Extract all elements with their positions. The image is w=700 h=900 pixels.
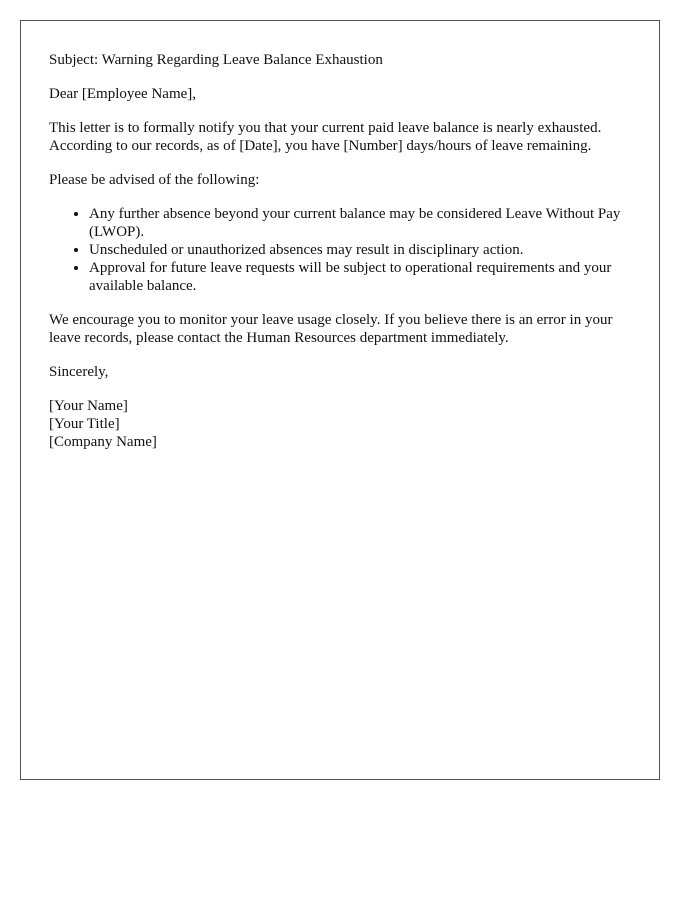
signature-title: [Your Title] bbox=[49, 416, 120, 432]
signature-block bbox=[49, 397, 631, 451]
letter-paragraph-notice: This letter is to formally notify you that your current paid leave balance is nearly exhausted. According to our records, as of [Date], you have [Number] days/hours of leave remaining. bbox=[49, 120, 602, 154]
letter-salutation: Dear [Employee Name], bbox=[49, 86, 197, 102]
advisory-item-approval: • Approval for future leave requests will be subject to operational requirements and your available balance. bbox=[89, 259, 631, 295]
letter-closing: Sincerely, bbox=[49, 364, 109, 380]
advisory-item-lwop: • Any further absence beyond your current balance may be considered Leave Without Pay (LWOP). bbox=[89, 205, 631, 241]
signature-company: [Company Name] bbox=[49, 434, 157, 450]
letter-paragraph-monitor: We encourage you to monitor your leave usage closely. If you believe there is an error in your leave records, please contact the Human Resources department immediately. bbox=[49, 312, 613, 346]
signature-name: [Your Name] bbox=[49, 398, 128, 414]
advisory-item-disciplinary: • Unscheduled or unauthorized absences may result in disciplinary action. bbox=[89, 241, 631, 259]
letter-subject: Subject: Warning Regarding Leave Balance Exhaustion bbox=[49, 52, 383, 68]
letter-document bbox=[20, 20, 660, 780]
advisory-list bbox=[49, 205, 631, 295]
letter-paragraph-advisory: Please be advised of the following: bbox=[49, 172, 260, 188]
